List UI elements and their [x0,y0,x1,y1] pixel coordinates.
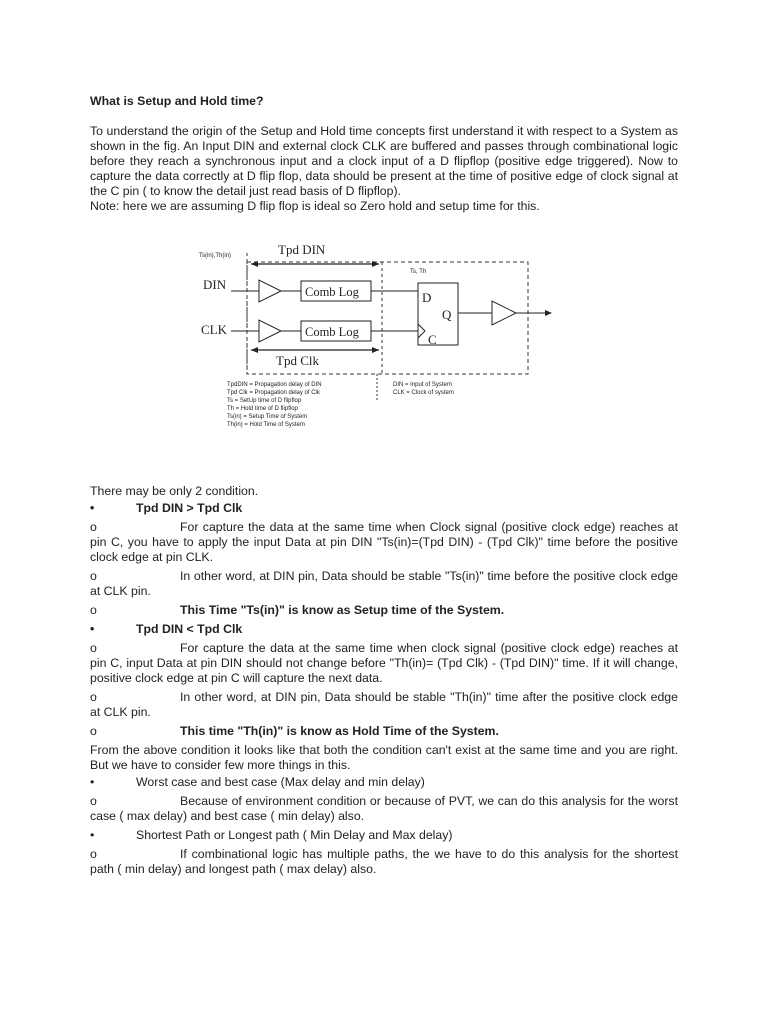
sub-marker: o [90,641,97,655]
sub-marker: o [90,724,97,738]
bullet-text: Tpd DIN < Tpd Clk [136,622,243,636]
system-output-arrowhead [545,310,552,316]
legend-item: Ts(in) = Setup Time of System [227,414,308,420]
bullet-text: Shortest Path or Longest path ( Min Delay and Max delay) [136,828,453,842]
clk-buffer [259,320,281,342]
conclusion-paragraph: From the above condition it looks like that both the condition can't exist at the same time and you are right. But we have to consider few more things in this. [90,743,678,772]
bullet-marker: • [90,775,95,789]
sub-item [90,794,678,824]
sub-text: For capture the data at the same time when Clock signal (positive clock edge) reaches at pin C, you have to apply the input Data at pin DIN "Ts(in)=(Tpd DIN) - (Tpd Clk)" time before the positive clock edge at pin CLK. [90,520,678,564]
bullet-text: Worst case and best case (Max delay and min delay) [136,775,425,789]
sub-text: In other word, at DIN pin, Data should be stable "Ts(in)" time before the positive clock edge at CLK pin. [90,569,678,598]
legend-item: CLK = Clock of system [393,390,454,396]
comb-log-din-label: Comb Log [305,285,359,299]
note-paragraph: Note: here we are assuming D flip flop is ideal so Zero hold and setup time for this. [90,199,540,213]
tpd-clk-arrowhead-right [372,347,379,353]
bullet-item [90,622,678,637]
sub-item [90,569,678,599]
output-buffer [492,301,516,325]
sub-item [90,520,678,565]
legend-left [227,382,322,428]
sub-item [90,690,678,720]
conditions-section [90,484,678,881]
din-buffer [259,280,281,302]
sub-text: If combinational logic has multiple paths, the we have to do this analysis for the shortest path ( min delay) and longest path ( max delay) also. [90,847,678,876]
setup-hold-diagram [196,243,560,439]
condition-intro: There may be only 2 condition. [90,484,259,498]
bullet-item [90,828,678,843]
sub-marker: o [90,794,97,808]
clk-label: CLK [201,322,227,337]
sub-text: In other word, at DIN pin, Data should be stable "Th(in)" time after the positive clock edge at CLK pin. [90,690,678,719]
tpd-clk-arrowhead-left [251,347,258,353]
sub-text: This Time "Ts(in)" is know as Setup time of the System. [180,603,505,617]
flipflop-c-label: C [428,332,437,347]
din-label: DIN [203,277,227,292]
ts-th-in-label: Ts(in),Th(in) [199,253,232,259]
sub-text: Because of environment condition or because of PVT, we can do this analysis for the worst case ( max delay) and best case ( min delay) also. [90,794,678,823]
flipflop-q-label: Q [442,307,452,322]
sub-marker: o [90,603,97,617]
sub-item [90,847,678,877]
bullet-text: Tpd DIN > Tpd Clk [136,501,243,515]
tpd-din-label: Tpd DIN [278,243,326,257]
legend-item: TpdDIN = Propagation delay of DIN [227,382,322,388]
legend-item: Th(in) = Hold Time of System [227,422,305,428]
sub-item [90,641,678,686]
legend-item: DIN = Input of System [393,382,452,388]
intro-paragraph: To understand the origin of the Setup and Hold time concepts first understand it with respect to a System as shown in the fig. An Input DIN and external clock CLK are buffered and passes through combinational logic before they reach a synchronous input and a clock input of a D flipflop (positive edge triggered). Now to capture the data correctly at D flip flop, data should be present at the time of positive edge of clock signal at the C pin ( to know the detail just read basis of D flipflop). [90,124,678,198]
legend-item: Tpd Clk = Propagation delay of Clk [227,390,320,396]
flipflop-d-label: D [422,290,432,305]
legend-right [393,382,454,396]
sub-text: For capture the data at the same time when clock signal (positive clock edge) reaches at pin C, input Data at pin DIN should not change before "Th(in)= (Tpd Clk) - (Tpd DIN)" time. If it will change, positive clock edge at pin C will capture the next data. [90,641,678,685]
sub-item [90,603,678,618]
ts-th-label: Ts, Th [410,269,427,275]
legend-item: Ts = SetUp time of D flipflop [227,398,302,404]
bullet-item [90,775,678,790]
sub-marker: o [90,569,97,583]
sub-marker: o [90,690,97,704]
bullet-marker: • [90,828,95,842]
intro-section [90,124,678,214]
sub-text: This time "Th(in)" is know as Hold Time of the System. [180,724,499,738]
bullet-marker: • [90,622,95,636]
comb-log-clk-label: Comb Log [305,325,359,339]
sub-marker: o [90,520,97,534]
sub-item [90,724,678,739]
tpd-clk-label: Tpd Clk [276,353,319,368]
page-title: What is Setup and Hold time? [90,94,264,108]
bullet-item [90,501,678,516]
sub-marker: o [90,847,97,861]
legend-item: Th = Hold time of D flipflop [227,406,298,412]
bullet-marker: • [90,501,95,515]
